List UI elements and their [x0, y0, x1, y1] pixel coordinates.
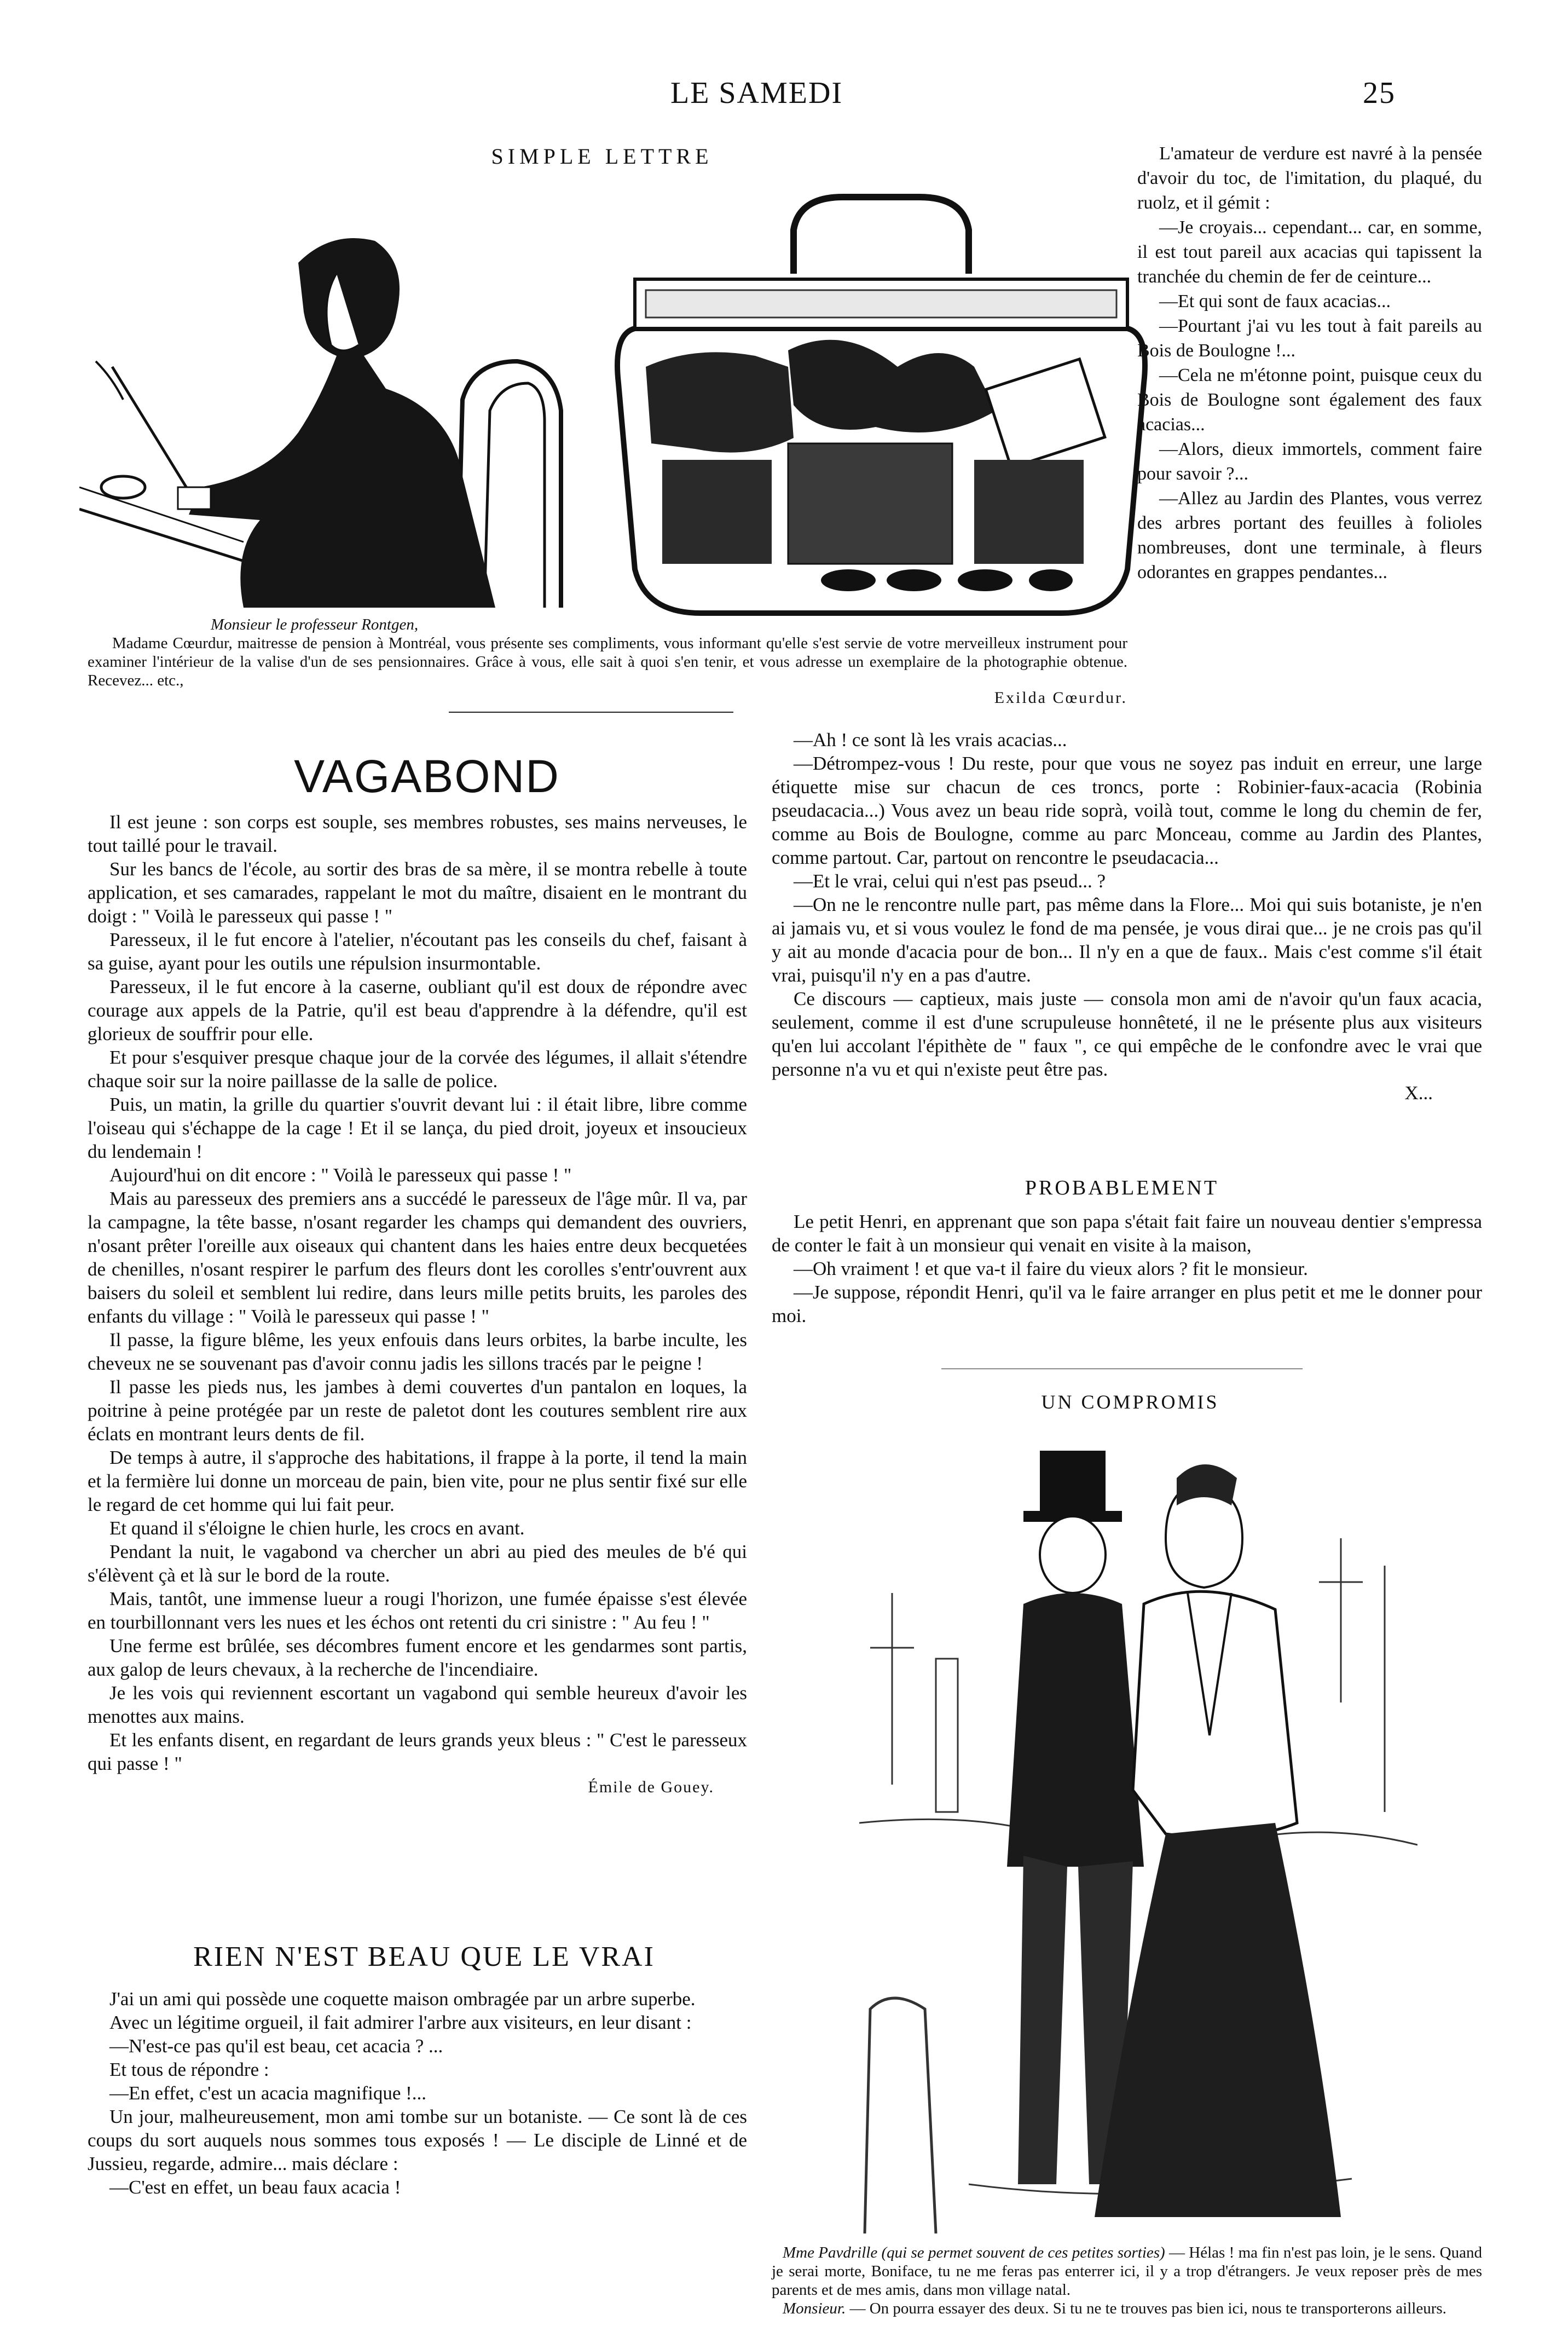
caption-text: — On pourra essayer des deux. Si tu ne te trouves pas bien ici, nous te transporterons ailleurs.	[846, 2300, 1447, 2317]
paragraph: Mais, tantôt, une immense lueur a rougi l'horizon, une fumée épaisse s'est élevée en tourbillonnant vers les nues et les échos ont retenti du cri sinistre : " Au feu ! "	[88, 1588, 747, 1633]
paragraph: Puis, un matin, la grille du quartier s'ouvrit devant lui : il était libre, libre comme l'oiseau qui s'échappe de la cage ! Et il se lança, du pied droit, joyeux et insoucieux du lendemain !	[88, 1094, 747, 1162]
paragraph: —Je croyais... cependant... car, en somme, il est tout pareil aux acacias qui tapissent la tranchée du chemin de fer de ceinture...	[1137, 217, 1482, 287]
paragraph: Et les enfants disent, en regardant de leurs grands yeux bleus : " C'est le paresseux qui passe ! "	[88, 1729, 747, 1774]
acacia-continuation	[772, 728, 1482, 1105]
compromis-title: UN COMPROMIS	[1041, 1391, 1219, 1413]
paragraph: Avec un légitime orgueil, il fait admirer l'arbre aux visiteurs, en leur disant :	[109, 2012, 692, 2033]
paragraph: —Je suppose, répondit Henri, qu'il va le faire arranger en plus petit et me le donner pour moi.	[772, 1282, 1482, 1326]
paragraph: Et quand il s'éloigne le chien hurle, les crocs en avant.	[109, 1517, 525, 1539]
caption-body: Madame Cœurdur, maitresse de pension à Montréal, vous présente ses compliments, vous informant qu'elle s'est servie de votre merveilleux instrument pour examiner l'intérieur de la valise d'un de ses pensionnaires. Grâce à vous, elle sait à quoi s'en tenir, et vous adresse un exemplaire de la photographie obtenue. Recevez... etc.,	[88, 634, 1127, 689]
acacia-signature: X...	[1404, 1082, 1433, 1104]
vagabond-signature: Émile de Gouey.	[588, 1778, 714, 1796]
paragraph: Le petit Henri, en apprenant que son papa s'était fait faire un nouveau dentier s'empressa de conter le fait à un monsieur qui venait en visite à la maison,	[772, 1211, 1482, 1256]
vagabond-text	[88, 810, 747, 1799]
speaker-monsieur: Monsieur.	[783, 2300, 846, 2317]
caption-line-1	[772, 2243, 1482, 2299]
paragraph: Sur les bancs de l'école, au sortir des bras de sa mère, il se montra rebelle à toute application, et ses camarades, rappelant le mot du maître, disaient en le montrant du doigt : " Voilà le paresseux qui passe ! "	[88, 858, 747, 927]
paragraph: Paresseux, il le fut encore à l'atelier, n'écoutant pas les conseils du chef, faisant à sa guise, ayant pour les outils une répulsion insurmontable.	[88, 929, 747, 974]
paragraph: De temps à autre, il s'approche des habitations, il frappe à la porte, il tend la main et la fermière lui donne un morceau de pain, bien vite, pour ne plus sentir fixé sur elle le regard de cet homme qui lui fait peur.	[88, 1447, 747, 1515]
paragraph: Et pour s'esquiver presque chaque jour de la corvée des légumes, il allait s'étendre chaque soir sur la noire paillasse de la salle de police.	[88, 1047, 747, 1092]
paragraph: —En effet, c'est un acacia magnifique !...	[109, 2082, 427, 2104]
paragraph: —Détrompez-vous ! Du reste, pour que vous ne soyez pas induit en erreur, une large étiquette mise sur chacun de ces troncs, porte : Robinier-faux-acacia (Robinia pseudacacia...) Vous avez un beau ride soprà, voilà tout, comme le long du chemin de fer, comme au Bois de Boulogne, comme au parc Monceau, comme au Jardin des Plantes, comme partout. Car, partout on rencontre le pseudacacia...	[772, 753, 1482, 868]
paragraph: L'amateur de verdure est navré à la pensée d'avoir du toc, de l'imitation, du plaqué, du ruolz, et il gémit :	[1137, 143, 1482, 213]
paragraph: —N'est-ce pas qu'il est beau, cet acacia ? ...	[109, 2035, 443, 2057]
probablement-text	[772, 1210, 1482, 1328]
paragraph: —On ne le rencontre nulle part, pas même dans la Flore... Moi qui suis botaniste, je n'en ai jamais vu, et si vous voulez le fond de ma pensée, je vous dirai que... je ne crois pas qu'il y ait au monde d'acacia pour de bon... Il n'y en a que de faux.. Mais c'est comme s'il était vrai, puisqu'il n'y en a pas d'autre.	[772, 894, 1482, 986]
paragraph: Pendant la nuit, le vagabond va chercher un abri au pied des meules de b'é qui s'élèvent çà et là sur le bord de la route.	[88, 1541, 747, 1586]
page-number: 25	[1363, 76, 1396, 110]
rien-text	[88, 1987, 747, 2199]
paragraph: —Allez au Jardin des Plantes, vous verrez des arbres portant des feuilles à folioles nombreuses, dont une terminale, à fleurs odorantes en grappes pendantes...	[1137, 488, 1482, 582]
paragraph: Je les vois qui reviennent escortant un vagabond qui semble heureux d'avoir les menottes aux mains.	[88, 1682, 747, 1727]
paragraph: J'ai un ami qui possède une coquette maison ombragée par un arbre superbe.	[109, 1988, 696, 2010]
paragraph: Il passe, la figure blême, les yeux enfouis dans leurs orbites, la barbe inculte, les cheveux ne se souvenant pas d'avoir connu jadis les sillons tracés par le peigne !	[88, 1329, 747, 1374]
valise-xray-illustration	[613, 186, 1149, 619]
caption-text: — Hélas ! ma fin n'est pas loin, je le sens. Quand je serai morte, Boniface, tu ne me feras pas enterrer ici, il y a trop d'étrangers. Je veux reposer près de mes parents et de mes amis, dans mon village natal.	[772, 2244, 1482, 2299]
paragraph: —C'est en effet, un beau faux acacia !	[109, 2177, 401, 2198]
rien-title: RIEN N'EST BEAU QUE LE VRAI	[193, 1941, 655, 1972]
paragraph: Aujourd'hui on dit encore : " Voilà le paresseux qui passe ! "	[109, 1164, 572, 1186]
paragraph: —Oh vraiment ! et que va-t il faire du vieux alors ? fit le monsieur.	[794, 1258, 1308, 1279]
paragraph: Ce discours — captieux, mais juste — consola mon ami de n'avoir qu'un faux acacia, seulement, comme il est d'une scrupuleuse honnêteté, il ne le présente plus aux visiteurs qu'en lui accolant l'épithète de " faux ", ce qui empêche de le confondre avec le vrai que personne n'a vu et qui n'existe peut être pas.	[772, 988, 1482, 1080]
simple-lettre-title: SIMPLE LETTRE	[491, 144, 713, 169]
woman-writing-illustration	[79, 181, 610, 608]
caption-line-2	[772, 2299, 1482, 2318]
couple-cemetery-illustration	[859, 1429, 1417, 2233]
paragraph: Mais au paresseux des premiers ans a succédé le paresseux de l'âge mûr. Il va, par la campagne, la tête basse, n'osant regarder les champs qui demandent des ouvriers, n'osant prêter l'oreille aux oiseaux qui chantent dans les haies entre deux becquetées de chenilles, n'osant respirer le parfum des fleurs dont les corolles s'entr'ouvrent aux baisers du soleil et semblent lui redire, dans leurs mille petits bruits, les paroles des enfants du village : " Voilà le paresseux qui passe ! "	[88, 1188, 747, 1327]
paragraph: Une ferme est brûlée, ses décombres fument encore et les gendarmes sont partis, aux galop de leurs chevaux, à la recherche de l'incendiaire.	[88, 1635, 747, 1680]
paragraph: Il passe les pieds nus, les jambes à demi couvertes d'un pantalon en loques, la poitrine à peine protégée par un reste de paletot dont les coutures semblent rire aux éclats en montrant leurs dents de fil.	[88, 1376, 747, 1445]
paragraph: Paresseux, il le fut encore à la caserne, oubliant qu'il est doux de répondre avec courage aux appels de la Patrie, qu'il est beau d'apprendre à la défendre, qu'il est glorieux de souffrir pour elle.	[88, 976, 747, 1044]
simple-lettre-signature: Exilda Cœurdur.	[994, 689, 1127, 707]
caption-salutation: Monsieur le professeur Rontgen,	[211, 616, 419, 633]
paragraph: Et tous de répondre :	[109, 2059, 269, 2080]
paragraph: —Pourtant j'ai vu les tout à fait pareils au Bois de Boulogne !...	[1137, 316, 1482, 361]
compromis-caption	[772, 2243, 1482, 2318]
vagabond-title: VAGABOND	[294, 751, 560, 802]
simple-lettre-caption	[88, 615, 1127, 690]
paragraph: Il est jeune : son corps est souple, ses membres robustes, ses mains nerveuses, le tout taillé pour le travail.	[88, 811, 747, 856]
paragraph: —Et le vrai, celui qui n'est pas pseud... ?	[794, 870, 1106, 892]
probablement-title: PROBABLEMENT	[1025, 1176, 1219, 1199]
journal-title: LE SAMEDI	[670, 76, 843, 110]
paragraph: —Et qui sont de faux acacias...	[1159, 291, 1391, 311]
paragraph: Un jour, malheureusement, mon ami tombe sur un botaniste. — Ce sont là de ces coups du sort auquels nous sommes tous exposés ! — Le disciple de Linné et de Jussieu, regarde, admire... mais déclare :	[88, 2106, 747, 2174]
paragraph: —Cela ne m'étonne point, puisque ceux du Bois de Boulogne sont également des faux acacias...	[1137, 365, 1482, 435]
speaker-mme-pavdrille: Mme Pavdrille (qui se permet souvent de ces petites sorties)	[783, 2244, 1165, 2261]
paragraph: —Ah ! ce sont là les vrais acacias...	[794, 729, 1067, 751]
separator-rule	[449, 712, 733, 713]
paragraph: —Alors, dieux immortels, comment faire pour savoir ?...	[1137, 439, 1482, 484]
right-column-top	[1137, 141, 1482, 585]
